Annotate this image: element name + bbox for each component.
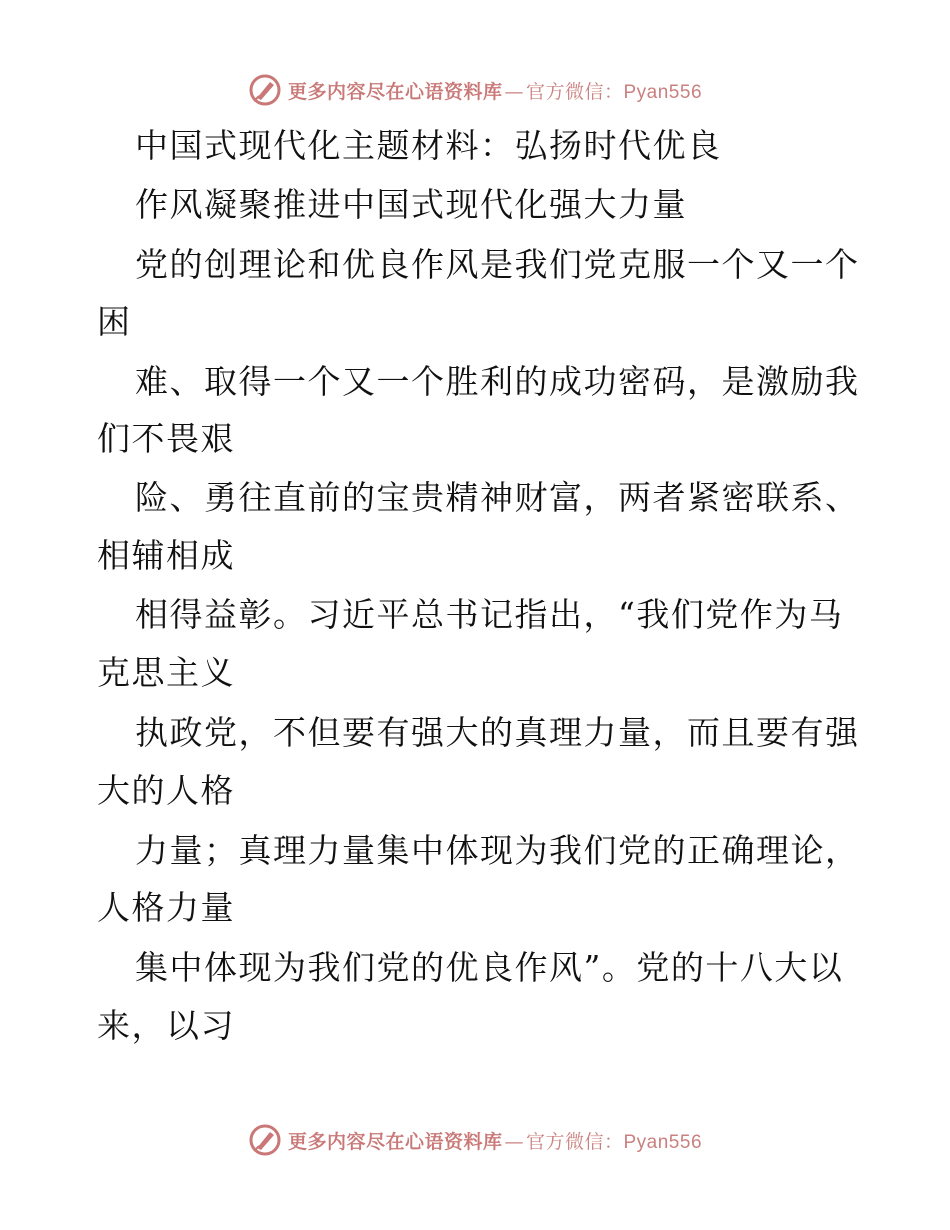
text-line: 险、勇往直前的宝贵精神财富，两者紧密联系、 [135, 478, 860, 517]
watermark-text [288, 1127, 702, 1154]
watermark-id: Pyan556 [623, 81, 703, 103]
text-line: 克思主义 [97, 653, 235, 692]
text-line: 相辅相成 [97, 536, 235, 575]
text-line: 执政党，不但要有强大的真理力量，而且要有强 [135, 713, 860, 752]
header-watermark [0, 70, 950, 110]
text-line: 们不畏艰 [97, 419, 235, 458]
text-line: 党的创理论和优良作风是我们党克服一个又一个 [135, 245, 860, 284]
text-line: 作风凝聚推进中国式现代化强大力量 [135, 185, 687, 224]
text-line: 力量；真理力量集中体现为我们党的正确理论， [135, 831, 860, 870]
text-line: 人格力量 [97, 888, 235, 927]
quill-logo-icon [248, 1123, 282, 1157]
watermark-brand: 更多内容尽在心语资料库 [287, 80, 503, 103]
watermark-text [288, 77, 702, 104]
text-line: 来，以习 [97, 1006, 235, 1045]
text-line: 相得益彰。习近平总书记指出，“我们党作为马 [135, 595, 844, 634]
text-line: 困 [97, 302, 132, 341]
watermark-label: 官方微信： [525, 80, 624, 103]
text-line: 大的人格 [97, 771, 235, 810]
watermark-label: 官方微信： [525, 1130, 624, 1153]
footer-watermark [0, 1120, 950, 1160]
watermark-dash: — [504, 1130, 524, 1153]
text-line: 难、取得一个又一个胜利的成功密码，是激励我 [135, 362, 860, 401]
watermark-dash: — [504, 80, 524, 103]
watermark-brand: 更多内容尽在心语资料库 [287, 1130, 503, 1153]
text-line: 集中体现为我们党的优良作风”。党的十八大以 [135, 948, 844, 987]
watermark-id: Pyan556 [623, 1131, 703, 1153]
quill-logo-icon [248, 73, 282, 107]
text-line: 中国式现代化主题材料：弘扬时代优良 [135, 126, 722, 165]
